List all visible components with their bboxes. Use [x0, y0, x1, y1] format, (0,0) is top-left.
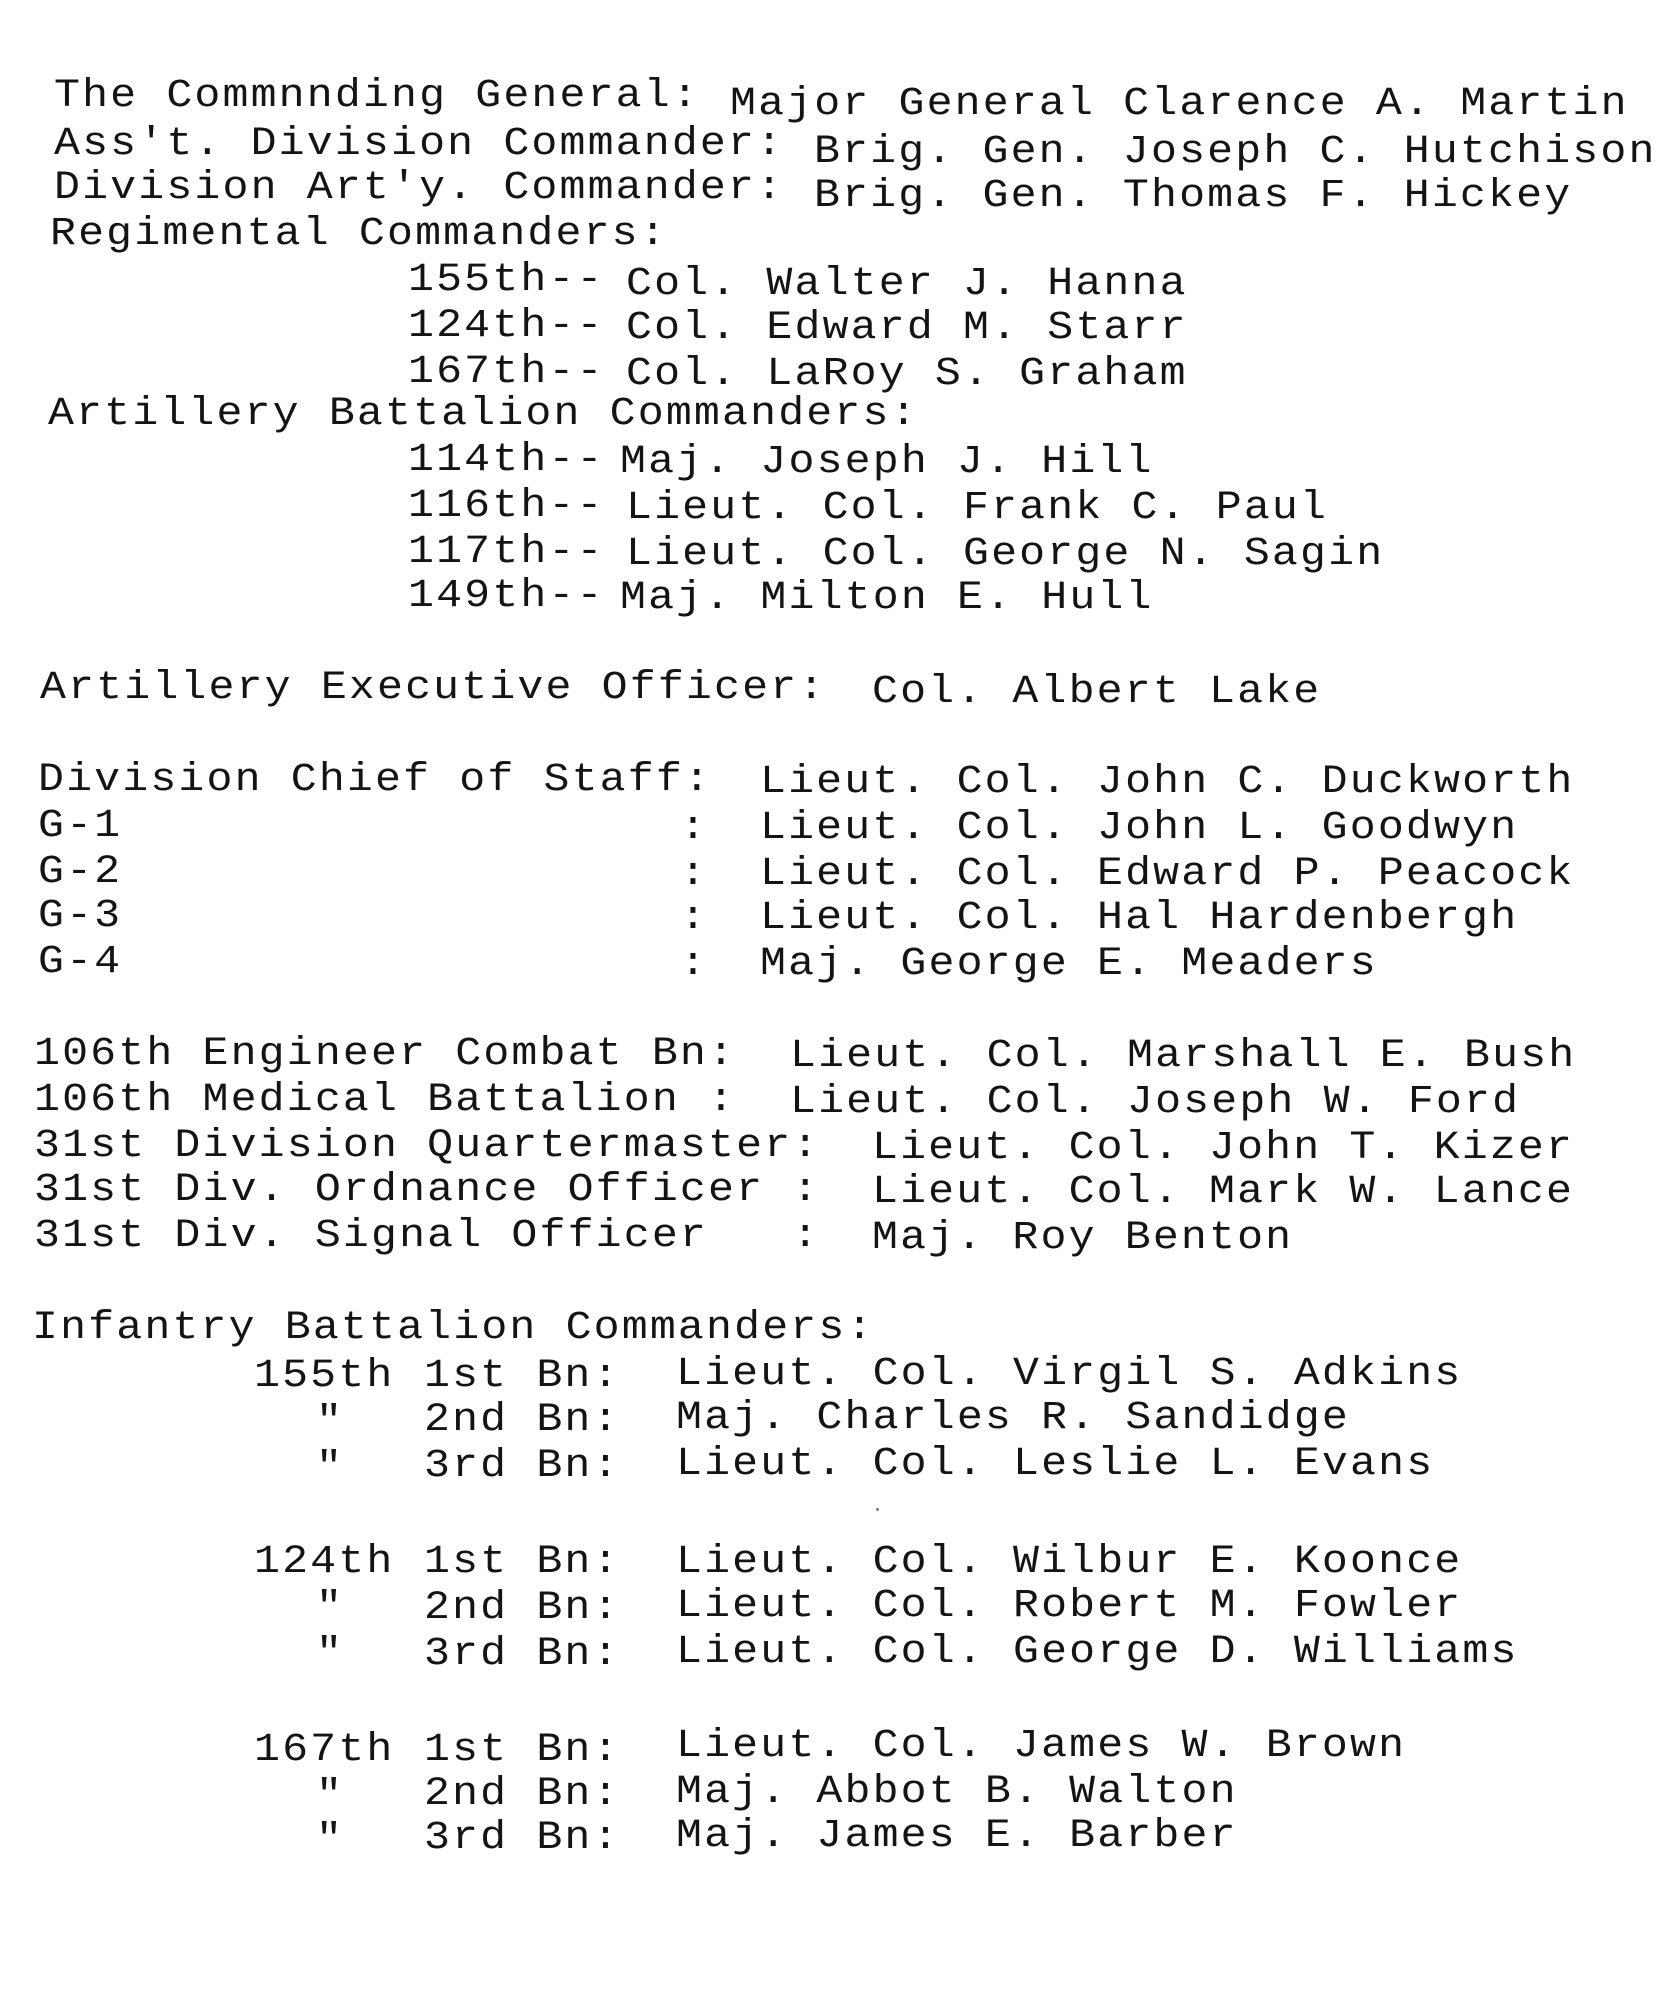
- staff-colon: :: [680, 852, 709, 897]
- special-unit-label: 31st Div. Signal Officer :: [34, 1214, 821, 1259]
- infantry-commander: Maj. James E. Barber: [676, 1814, 1238, 1859]
- ink-dot: [876, 1508, 879, 1511]
- staff-officer: Lieut. Col. John C. Duckworth: [760, 760, 1575, 805]
- special-unit-officer: Lieut. Col. Mark W. Lance: [872, 1170, 1575, 1215]
- infantry-ditto-mark: ": [316, 1818, 345, 1863]
- regimental-unit: 167th--: [408, 350, 605, 395]
- infantry-commander: Lieut. Col. Robert M. Fowler: [676, 1584, 1463, 1629]
- infantry-ditto-mark: ": [316, 1400, 345, 1445]
- artillery-commander: Lieut. Col. Frank C. Paul: [626, 486, 1329, 531]
- infantry-ditto-mark: ": [316, 1586, 345, 1631]
- infantry-regiment: 167th: [254, 1728, 395, 1773]
- staff-label: G-1: [38, 804, 123, 849]
- special-unit-label: 31st Division Quartermaster:: [34, 1124, 821, 1169]
- infantry-ditto-mark: ": [316, 1446, 345, 1491]
- infantry-commander: Lieut. Col. James W. Brown: [676, 1724, 1407, 1769]
- special-unit-officer: Lieut. Col. John T. Kizer: [872, 1126, 1575, 1171]
- infantry-battalion: 2nd Bn:: [424, 1586, 621, 1631]
- regimental-commander: Col. Edward M. Starr: [626, 306, 1188, 351]
- regimental-commander: Col. LaRoy S. Graham: [626, 352, 1188, 397]
- staff-label: G-3: [38, 894, 123, 939]
- infantry-battalion: 3rd Bn:: [424, 1632, 621, 1677]
- infantry-battalion: 1st Bn:: [424, 1540, 621, 1585]
- staff-label: G-2: [38, 850, 123, 895]
- commanding-general-name: Major General Clarence A. Martin: [730, 82, 1629, 127]
- staff-label: Division Chief of Staff:: [38, 758, 713, 803]
- special-unit-label: 106th Medical Battalion :: [34, 1078, 737, 1123]
- regimental-commander: Col. Walter J. Hanna: [626, 262, 1188, 307]
- regimental-unit: 124th--: [408, 304, 605, 349]
- infantry-regiment: 155th: [254, 1354, 395, 1399]
- artillery-unit: 116th--: [408, 484, 605, 529]
- infantry-battalion: 2nd Bn:: [424, 1772, 621, 1817]
- infantry-battalion: 1st Bn:: [424, 1354, 621, 1399]
- artillery-executive-officer-name: Col. Albert Lake: [872, 670, 1322, 715]
- asst-division-commander-name: Brig. Gen. Joseph C. Hutchison: [814, 130, 1657, 175]
- artillery-executive-officer-label: Artillery Executive Officer:: [40, 666, 827, 711]
- staff-label: G-4: [38, 940, 123, 985]
- regimental-unit: 155th--: [408, 258, 605, 303]
- infantry-ditto-mark: ": [316, 1774, 345, 1819]
- artillery-battalion-commanders-heading: Artillery Battalion Commanders:: [48, 392, 919, 437]
- infantry-battalion: 1st Bn:: [424, 1728, 621, 1773]
- division-artillery-commander-label: Division Art'y. Commander:: [54, 166, 785, 211]
- special-unit-label: 106th Engineer Combat Bn:: [34, 1032, 737, 1077]
- staff-officer: Lieut. Col. Hal Hardenbergh: [760, 896, 1519, 941]
- infantry-commander: Lieut. Col. George D. Williams: [676, 1630, 1519, 1675]
- staff-colon: :: [680, 942, 709, 987]
- staff-officer: Lieut. Col. Edward P. Peacock: [760, 852, 1575, 897]
- commanding-general-label: The Commnnding General:: [54, 74, 700, 119]
- special-unit-label: 31st Div. Ordnance Officer :: [34, 1168, 821, 1213]
- division-artillery-commander-name: Brig. Gen. Thomas F. Hickey: [814, 174, 1573, 219]
- infantry-commander: Lieut. Col. Virgil S. Adkins: [676, 1352, 1463, 1397]
- regimental-commanders-heading: Regimental Commanders:: [50, 212, 668, 257]
- artillery-commander: Lieut. Col. George N. Sagin: [626, 532, 1385, 577]
- infantry-commander: Maj. Charles R. Sandidge: [676, 1396, 1351, 1441]
- asst-division-commander-label: Ass't. Division Commander:: [54, 122, 785, 167]
- artillery-unit: 117th--: [408, 530, 605, 575]
- special-unit-officer: Maj. Roy Benton: [872, 1216, 1294, 1261]
- infantry-battalion-commanders-heading: Infantry Battalion Commanders:: [32, 1306, 875, 1351]
- special-unit-officer: Lieut. Col. Joseph W. Ford: [790, 1080, 1521, 1125]
- artillery-unit: 114th--: [408, 438, 605, 483]
- staff-officer: Maj. George E. Meaders: [760, 942, 1378, 987]
- special-unit-officer: Lieut. Col. Marshall E. Bush: [790, 1034, 1577, 1079]
- staff-officer: Lieut. Col. John L. Goodwyn: [760, 806, 1519, 851]
- staff-colon: :: [680, 806, 709, 851]
- infantry-battalion: 2nd Bn:: [424, 1398, 621, 1443]
- infantry-ditto-mark: ": [316, 1632, 345, 1677]
- infantry-battalion: 3rd Bn:: [424, 1816, 621, 1861]
- staff-colon: :: [680, 896, 709, 941]
- artillery-commander: Maj. Joseph J. Hill: [620, 440, 1154, 485]
- artillery-commander: Maj. Milton E. Hull: [620, 576, 1154, 621]
- artillery-unit: 149th--: [408, 574, 605, 619]
- infantry-commander: Lieut. Col. Wilbur E. Koonce: [676, 1540, 1463, 1585]
- infantry-regiment: 124th: [254, 1540, 395, 1585]
- infantry-commander: Maj. Abbot B. Walton: [676, 1770, 1238, 1815]
- infantry-battalion: 3rd Bn:: [424, 1444, 621, 1489]
- infantry-commander: Lieut. Col. Leslie L. Evans: [676, 1442, 1435, 1487]
